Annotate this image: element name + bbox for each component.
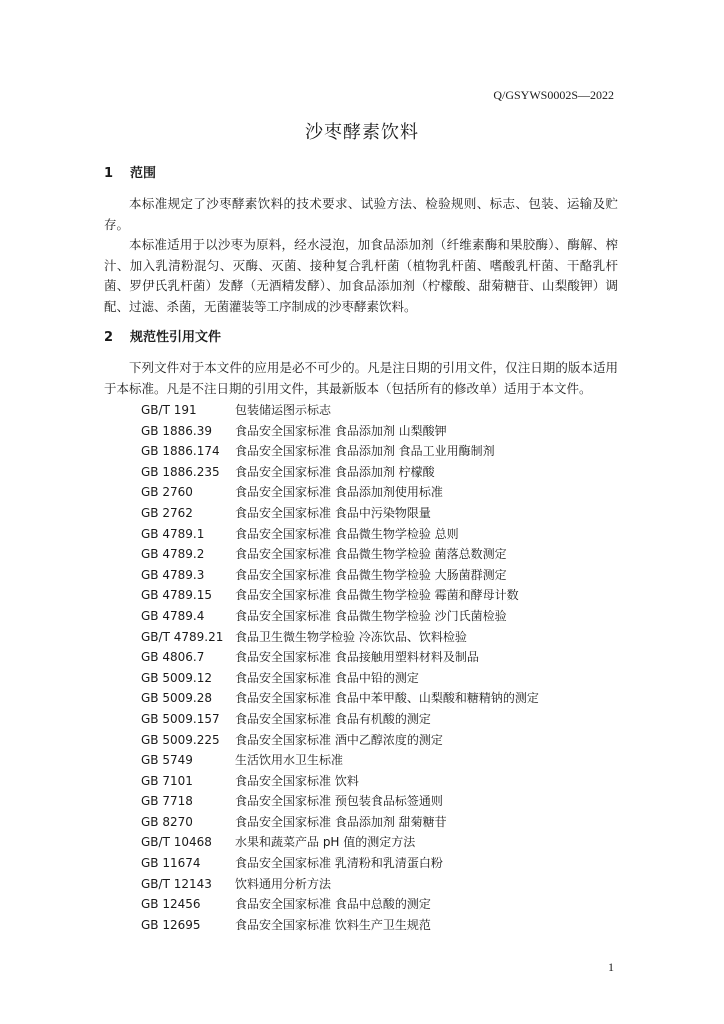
reference-code: GB 7101 bbox=[141, 773, 193, 788]
reference-item bbox=[104, 894, 624, 915]
reference-item bbox=[104, 750, 624, 771]
reference-list bbox=[104, 400, 624, 935]
reference-title: 生活饮用水卫生标准 bbox=[235, 753, 344, 768]
reference-title: 食品安全国家标准 食品中苯甲酸、山梨酸和糖精钠的测定 bbox=[235, 691, 539, 706]
reference-item bbox=[104, 709, 624, 730]
reference-item bbox=[104, 400, 624, 421]
reference-code: GB 5009.28 bbox=[141, 691, 212, 706]
reference-code: GB 4789.2 bbox=[141, 547, 205, 562]
section-title: 规范性引用文件 bbox=[130, 330, 222, 345]
reference-code: GB 5749 bbox=[141, 753, 193, 768]
reference-item bbox=[104, 627, 624, 648]
reference-title: 水果和蔬菜产品 pH 值的测定方法 bbox=[235, 835, 416, 850]
reference-item bbox=[104, 853, 624, 874]
reference-item bbox=[104, 771, 624, 792]
reference-item bbox=[104, 441, 624, 462]
reference-item bbox=[104, 647, 624, 668]
reference-code: GB 1886.174 bbox=[141, 444, 220, 459]
section-number: 2 bbox=[104, 330, 114, 345]
reference-title: 食品安全国家标准 食品添加剂 甜菊糖苷 bbox=[235, 814, 447, 829]
reference-item bbox=[104, 730, 624, 751]
reference-item bbox=[104, 421, 624, 442]
reference-title: 饮料通用分析方法 bbox=[235, 876, 332, 891]
reference-title: 食品安全国家标准 饮料生产卫生规范 bbox=[235, 917, 431, 932]
reference-item bbox=[104, 812, 624, 833]
reference-title: 食品安全国家标准 乳清粉和乳清蛋白粉 bbox=[235, 856, 443, 871]
reference-title: 食品安全国家标准 食品添加剂 山梨酸钾 bbox=[235, 423, 447, 438]
reference-code: GB 8270 bbox=[141, 814, 193, 829]
scope-paragraph-2: 本标准适用于以沙枣为原料，经水浸泡，加食品添加剂（纤维素酶和果胶酶）、酶解、榨汁、加入乳清粉混匀、灭酶、灭菌、接种复合乳杆菌（植物乳杆菌、嗜酸乳杆菌、干酪乳杆菌、罗伊氏乳杆菌）发酵（无酒精发酵）、加食品添加剂（柠檬酸、甜菊糖苷、山梨酸钾）调配、过滤、杀菌，无菌灌装等工序制成的沙枣酵素饮料。 bbox=[104, 237, 618, 314]
reference-code: GB/T 12143 bbox=[141, 876, 212, 891]
reference-item bbox=[104, 915, 624, 936]
reference-code: GB/T 191 bbox=[141, 403, 197, 417]
reference-title: 食品安全国家标准 食品微生物学检验 菌落总数测定 bbox=[235, 547, 507, 562]
reference-code: GB 7718 bbox=[141, 794, 193, 809]
reference-item bbox=[104, 874, 624, 895]
reference-item bbox=[104, 524, 624, 545]
reference-title: 食品安全国家标准 食品中总酸的测定 bbox=[235, 897, 431, 912]
reference-item bbox=[104, 688, 624, 709]
reference-code: GB 4789.15 bbox=[141, 588, 212, 603]
reference-title: 食品安全国家标准 食品微生物学检验 霉菌和酵母计数 bbox=[235, 588, 519, 603]
reference-code: GB 12456 bbox=[141, 897, 201, 912]
section-number: 1 bbox=[104, 166, 114, 181]
reference-item bbox=[104, 503, 624, 524]
reference-code: GB 4789.3 bbox=[141, 567, 205, 582]
reference-code: GB 12695 bbox=[141, 917, 201, 932]
reference-item bbox=[104, 832, 624, 853]
reference-title: 食品安全国家标准 食品微生物学检验 沙门氏菌检验 bbox=[235, 608, 507, 623]
reference-title: 食品安全国家标准 食品中污染物限量 bbox=[235, 505, 431, 520]
reference-code: GB 5009.12 bbox=[141, 670, 212, 685]
reference-title: 食品安全国家标准 食品接触用塑料材料及制品 bbox=[235, 650, 479, 665]
reference-title: 食品安全国家标准 食品有机酸的测定 bbox=[235, 711, 431, 726]
reference-title: 包装储运图示标志 bbox=[235, 403, 332, 417]
reference-item bbox=[104, 462, 624, 483]
document-code: Q/GSYWS0002S—2022 bbox=[493, 88, 614, 102]
scope-paragraph-1: 本标准规定了沙枣酵素饮料的技术要求、试验方法、检验规则、标志、包装、运输及贮存。 bbox=[104, 196, 618, 232]
reference-code: GB 4789.4 bbox=[141, 608, 205, 623]
reference-code: GB 2762 bbox=[141, 505, 193, 520]
reference-item bbox=[104, 585, 624, 606]
section-heading-scope bbox=[104, 162, 156, 181]
reference-code: GB/T 10468 bbox=[141, 835, 212, 850]
reference-code: GB 5009.225 bbox=[141, 732, 220, 747]
reference-item bbox=[104, 606, 624, 627]
section-title: 范围 bbox=[130, 166, 157, 181]
document-title: 沙枣酵素饮料 bbox=[305, 122, 419, 143]
references-intro-paragraph: 下列文件对于本文件的应用是必不可少的。凡是注日期的引用文件，仅注日期的版本适用于本标准。凡是不注日期的引用文件，其最新版本（包括所有的修改单）适用于本文件。 bbox=[104, 360, 618, 396]
reference-item bbox=[104, 565, 624, 586]
reference-code: GB 1886.39 bbox=[141, 423, 212, 438]
reference-item bbox=[104, 668, 624, 689]
reference-code: GB 5009.157 bbox=[141, 711, 220, 726]
reference-code: GB 4789.1 bbox=[141, 526, 205, 541]
reference-title: 食品安全国家标准 食品微生物学检验 总则 bbox=[235, 526, 459, 541]
reference-item bbox=[104, 791, 624, 812]
reference-title: 食品安全国家标准 食品添加剂 柠檬酸 bbox=[235, 464, 435, 479]
reference-item bbox=[104, 482, 624, 503]
reference-title: 食品安全国家标准 饮料 bbox=[235, 773, 359, 788]
reference-title: 食品安全国家标准 食品添加剂 食品工业用酶制剂 bbox=[235, 444, 495, 459]
reference-title: 食品安全国家标准 食品添加剂使用标准 bbox=[235, 485, 443, 500]
reference-item bbox=[104, 544, 624, 565]
reference-title: 食品安全国家标准 食品微生物学检验 大肠菌群测定 bbox=[235, 567, 507, 582]
reference-code: GB 4806.7 bbox=[141, 650, 205, 665]
reference-code: GB 1886.235 bbox=[141, 464, 220, 479]
reference-code: GB 2760 bbox=[141, 485, 193, 500]
reference-title: 食品安全国家标准 预包装食品标签通则 bbox=[235, 794, 443, 809]
reference-title: 食品安全国家标准 酒中乙醇浓度的测定 bbox=[235, 732, 443, 747]
reference-title: 食品安全国家标准 食品中铅的测定 bbox=[235, 670, 419, 685]
reference-title: 食品卫生微生物学检验 冷冻饮品、饮料检验 bbox=[235, 629, 467, 644]
reference-code: GB 11674 bbox=[141, 856, 201, 871]
reference-code: GB/T 4789.21 bbox=[141, 629, 224, 644]
section-heading-normative-references bbox=[104, 326, 221, 345]
page-number: 1 bbox=[608, 960, 614, 974]
